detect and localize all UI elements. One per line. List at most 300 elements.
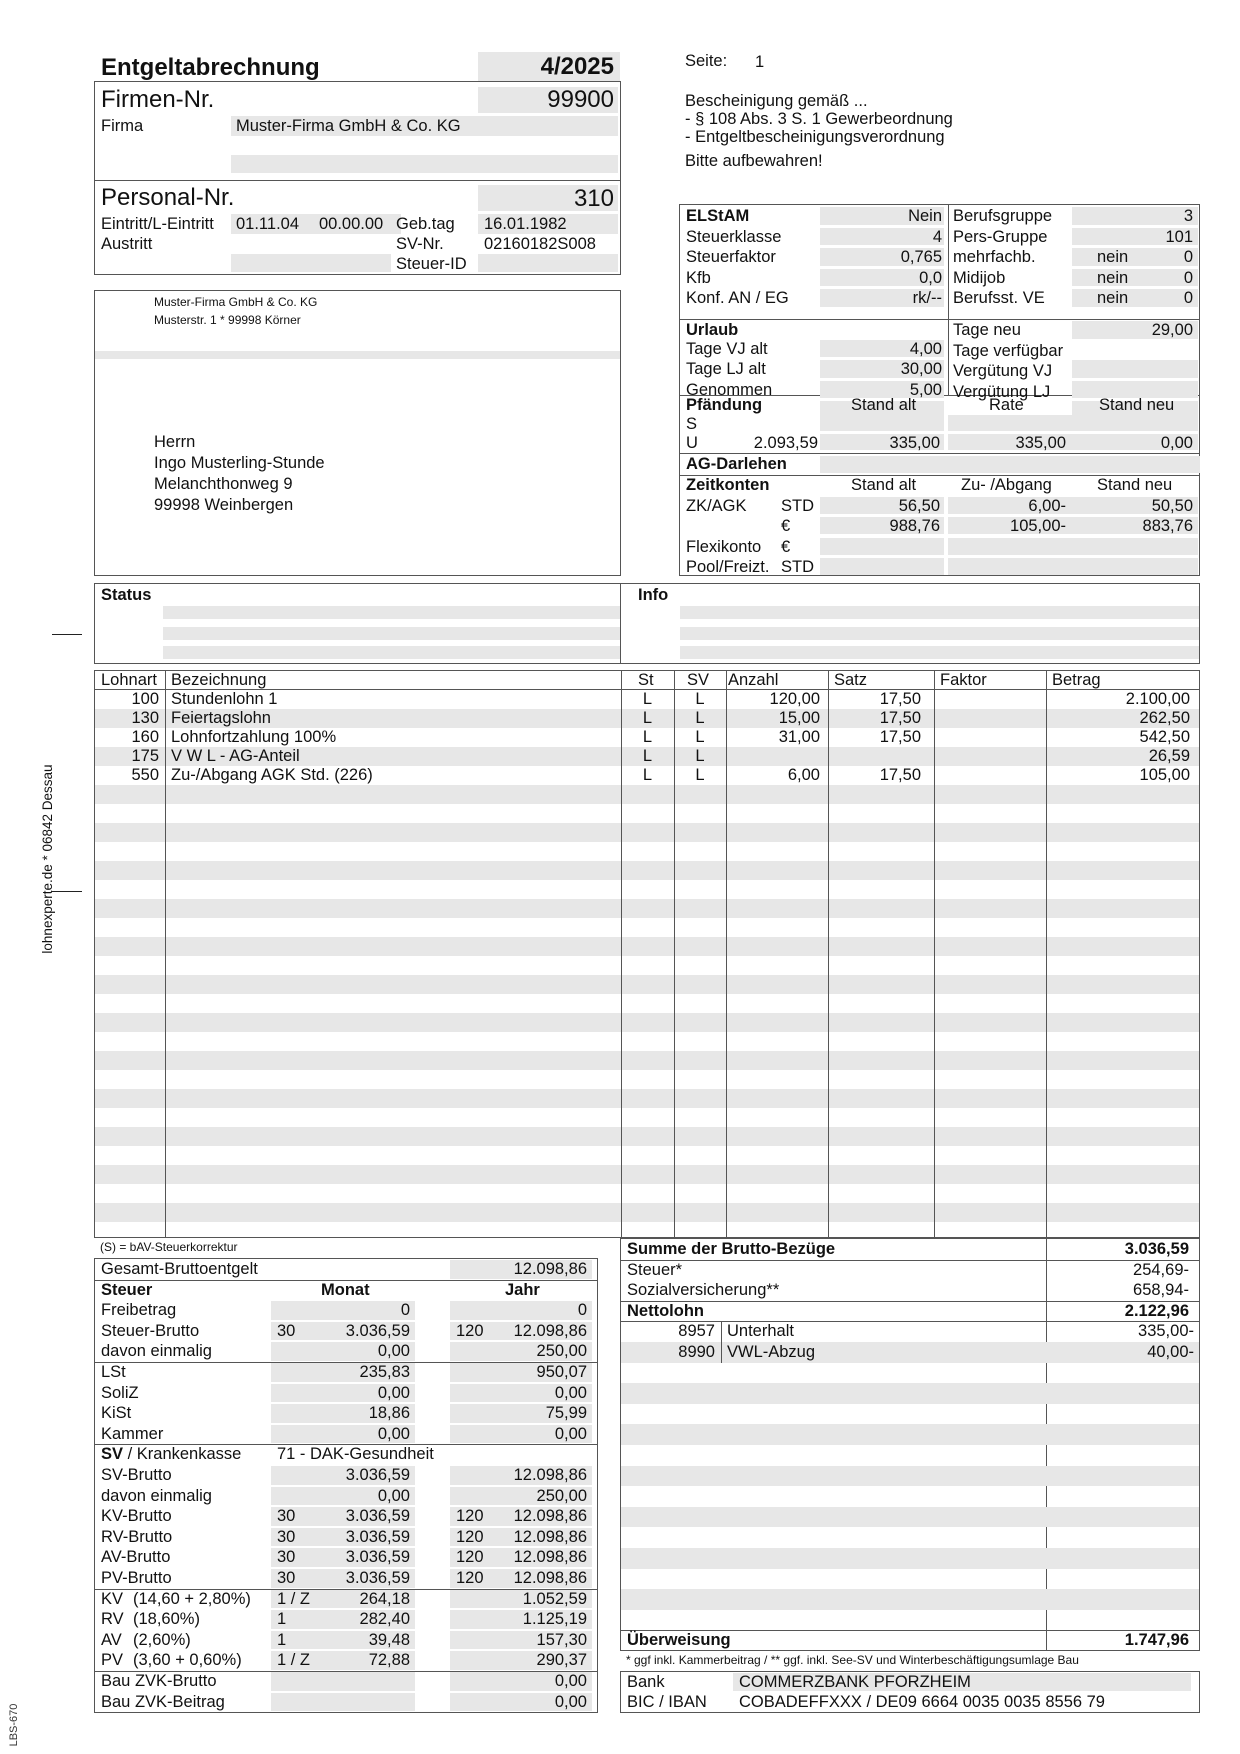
contrib-year-value: 157,30 bbox=[536, 1630, 587, 1649]
sv-row-month-days: 30 bbox=[277, 1507, 296, 1526]
wage-qty: 6,00 bbox=[787, 766, 820, 784]
sender-line-1: Muster-Firma GmbH & Co. KG bbox=[154, 295, 318, 309]
period: 4/2025 bbox=[540, 53, 614, 80]
wage-amount: 2.100,00 bbox=[1125, 690, 1190, 708]
sv-row-label: davon einmalig bbox=[101, 1486, 212, 1505]
shaded-field bbox=[948, 538, 1072, 555]
gross-total-label: Gesamt-Bruttoentgelt bbox=[101, 1260, 258, 1278]
contrib-month-value: 264,18 bbox=[359, 1589, 410, 1608]
bank-label: Bank bbox=[627, 1673, 665, 1691]
elstam-value: 0,0 bbox=[919, 268, 942, 287]
elstam-label-2: Pers-Gruppe bbox=[953, 227, 1048, 246]
sv-row-month-value: 3.036,59 bbox=[345, 1569, 410, 1587]
garnish-col-header: Rate bbox=[989, 396, 1024, 414]
wage-qty: 15,00 bbox=[778, 709, 820, 727]
contrib-percent: (2,60%) bbox=[133, 1630, 191, 1649]
keep-note: Bitte aufbewahren! bbox=[685, 152, 823, 170]
shaded-field bbox=[948, 558, 1072, 575]
entry-date: 01.11.04 bbox=[236, 215, 300, 233]
shaded-field bbox=[1072, 558, 1198, 575]
summary-label: Steuer* bbox=[627, 1260, 683, 1279]
shaded-field bbox=[271, 1301, 415, 1320]
document-title: Entgeltabrechnung bbox=[101, 54, 320, 81]
tax-row-label: KiSt bbox=[101, 1404, 132, 1423]
tax-row-year-value: 12.098,86 bbox=[513, 1321, 587, 1340]
shaded-field bbox=[271, 1672, 415, 1691]
timeacc-col-header: Stand alt bbox=[851, 476, 917, 494]
firm-name: Muster-Firma GmbH & Co. KG bbox=[236, 117, 461, 135]
wage-row bbox=[95, 709, 1199, 728]
tax-row-month-value: 235,83 bbox=[359, 1363, 410, 1381]
elstam-label: ELStAM bbox=[686, 207, 750, 225]
wage-rate: 17,50 bbox=[879, 690, 921, 708]
bic-iban: COBADEFFXXX / DE09 6664 0035 0035 8556 79 bbox=[739, 1693, 1105, 1711]
tax-row-label: SoliZ bbox=[101, 1383, 139, 1402]
contrib-label: RV bbox=[101, 1610, 124, 1629]
deduction-name: Unterhalt bbox=[727, 1322, 794, 1341]
row-stripe bbox=[95, 1051, 1199, 1070]
row-stripe bbox=[621, 1424, 1199, 1445]
shaded-field bbox=[1072, 207, 1198, 225]
wage-amount: 262,50 bbox=[1139, 709, 1190, 727]
contrib-percent: (18,60%) bbox=[133, 1610, 200, 1629]
notice-line: - § 108 Abs. 3 S. 1 Gewerbeordnung bbox=[685, 110, 953, 128]
row-stripe bbox=[95, 1165, 1199, 1184]
deduction-name: VWL-Abzug bbox=[727, 1343, 816, 1361]
vacation-label-2: Vergütung LJ bbox=[953, 382, 1051, 401]
timeacc-unit: STD bbox=[781, 558, 814, 576]
contrib-year-value: 290,37 bbox=[536, 1651, 587, 1670]
wage-name: V W L - AG-Anteil bbox=[171, 747, 300, 765]
rule bbox=[621, 1260, 1199, 1261]
sv-row-month-value: 3.036,59 bbox=[345, 1527, 410, 1546]
shaded-field bbox=[1072, 360, 1198, 378]
sender-line-2: Musterstr. 1 * 99998 Körner bbox=[154, 313, 301, 327]
timeacc-value: 50,50 bbox=[1151, 496, 1193, 515]
elstam-value: rk/-- bbox=[912, 289, 942, 307]
elstam-value-2: 0 bbox=[1183, 289, 1193, 307]
garnish-title: Pfändung bbox=[686, 396, 763, 414]
recipient-line: Melanchthonweg 9 bbox=[154, 475, 293, 493]
birth-date: 16.01.1982 bbox=[484, 215, 567, 233]
timeacc-unit: € bbox=[781, 517, 791, 535]
summary-value: 2.122,96 bbox=[1124, 1301, 1189, 1320]
elstam-value-2: 3 bbox=[1183, 207, 1193, 225]
tax-row-label: Freibetrag bbox=[101, 1301, 177, 1320]
tax-row-year-value: 0,00 bbox=[554, 1424, 587, 1443]
timeacc-unit: STD bbox=[781, 496, 814, 515]
deduction-code: 8957 bbox=[678, 1322, 715, 1341]
address-box bbox=[94, 290, 621, 576]
legal-notice bbox=[685, 92, 953, 146]
deduction-code: 8990 bbox=[678, 1343, 715, 1361]
shaded-field bbox=[1072, 289, 1198, 307]
contrib-month-value: 72,88 bbox=[368, 1651, 410, 1670]
vacation-label-2: Vergütung VJ bbox=[953, 362, 1053, 380]
wage-st: L bbox=[642, 766, 653, 784]
sv-row-label: AV-Brutto bbox=[101, 1548, 171, 1567]
firm-number: 99900 bbox=[547, 86, 614, 113]
timeacc-title: Zeitkonten bbox=[686, 476, 770, 494]
entry-label: Eintritt/L-Eintritt bbox=[101, 215, 214, 233]
wage-row bbox=[95, 690, 1199, 709]
wage-sv: L bbox=[695, 709, 705, 727]
shaded-field bbox=[1072, 248, 1198, 266]
timeacc-value: 6,00- bbox=[1028, 496, 1066, 515]
sv-row-year-value: 250,00 bbox=[536, 1486, 587, 1505]
row-stripe bbox=[621, 1466, 1199, 1487]
row-stripe bbox=[621, 1383, 1199, 1404]
wage-st: L bbox=[642, 747, 653, 765]
bank-name: COMMERZBANK PFORZHEIM bbox=[739, 1673, 971, 1691]
shaded-field bbox=[820, 456, 1200, 473]
tax-row-label: Steuer-Brutto bbox=[101, 1321, 200, 1340]
elstam-value: Nein bbox=[908, 207, 942, 225]
tax-row-month-value: 18,86 bbox=[368, 1404, 410, 1423]
wage-name: Feiertagslohn bbox=[171, 709, 271, 727]
fold-mark bbox=[52, 634, 82, 635]
recipient-line: Herrn bbox=[154, 433, 196, 451]
sv-row-month-value: 3.036,59 bbox=[345, 1548, 410, 1567]
sv-title-strong: SV bbox=[101, 1445, 124, 1464]
bav-note: (S) = bAV-Steuerkorrektur bbox=[100, 1240, 238, 1254]
publisher-vertical-text: lohnexperte.de * 06842 Dessau bbox=[40, 764, 55, 954]
notice-line: - Entgeltbescheinigungsverordnung bbox=[685, 128, 945, 146]
recipient-line: Ingo Musterling-Stunde bbox=[154, 454, 325, 472]
tax-title: Steuer bbox=[101, 1280, 153, 1299]
col-header-satz: Satz bbox=[834, 671, 868, 689]
personnel-number-label: Personal-Nr. bbox=[101, 184, 235, 211]
tax-row-month-value: 0,00 bbox=[377, 1342, 410, 1361]
sv-row-month-value: 0,00 bbox=[377, 1486, 410, 1505]
sv-row-label: PV-Brutto bbox=[101, 1569, 172, 1587]
tax-row-month-value: 0 bbox=[400, 1301, 410, 1320]
shaded-field bbox=[948, 415, 1072, 431]
period-field bbox=[478, 52, 620, 81]
bau-value: 0,00 bbox=[554, 1692, 587, 1711]
wage-row bbox=[95, 728, 1199, 747]
garnish-value: 0,00 bbox=[1160, 434, 1193, 452]
contrib-month-flag: 1 bbox=[277, 1630, 287, 1649]
wage-code: 175 bbox=[131, 747, 159, 765]
wage-st: L bbox=[642, 728, 653, 746]
tax-row-year-value: 0,00 bbox=[554, 1383, 587, 1402]
elstam-label-2: mehrfachb. bbox=[953, 248, 1036, 266]
contrib-month-flag: 1 bbox=[277, 1610, 287, 1629]
row-stripe bbox=[95, 975, 1199, 994]
contrib-percent: (3,60 + 0,60%) bbox=[133, 1651, 242, 1670]
sv-title bbox=[101, 1444, 241, 1464]
sv-number-label: SV-Nr. bbox=[396, 235, 444, 253]
bau-label: Bau ZVK-Beitrag bbox=[101, 1692, 225, 1711]
wage-name: Stundenlohn 1 bbox=[171, 690, 278, 708]
sv-row-year-value: 12.098,86 bbox=[513, 1507, 587, 1526]
elstam-label-2: Berufsst. VE bbox=[953, 289, 1045, 307]
elstam-flag: nein bbox=[1097, 268, 1129, 287]
row-stripe bbox=[95, 899, 1199, 918]
bic-iban-label: BIC / IBAN bbox=[627, 1693, 707, 1711]
tax-row-year-days: 120 bbox=[456, 1321, 484, 1340]
row-stripe bbox=[95, 1089, 1199, 1108]
firm-box bbox=[94, 81, 621, 181]
contrib-label: AV bbox=[101, 1630, 122, 1649]
col-header-st: St bbox=[638, 671, 654, 689]
tax-row-label: davon einmalig bbox=[101, 1342, 212, 1361]
garnish-value: 335,00 bbox=[889, 434, 940, 452]
timeacc-label: ZK/AGK bbox=[686, 496, 747, 515]
timeacc-value: 988,76 bbox=[889, 517, 940, 535]
sv-row-year-value: 12.098,86 bbox=[513, 1548, 587, 1567]
wage-qty: 120,00 bbox=[769, 690, 820, 708]
personnel-number: 310 bbox=[573, 185, 614, 212]
row-stripe bbox=[95, 823, 1199, 842]
wage-table bbox=[94, 670, 1200, 1238]
contrib-year-value: 1.052,59 bbox=[522, 1589, 587, 1608]
wage-code: 100 bbox=[131, 690, 159, 708]
tax-row-label: LSt bbox=[101, 1363, 126, 1381]
firm-name-label: Firma bbox=[101, 117, 144, 135]
wage-code: 160 bbox=[131, 728, 159, 746]
sv-row-label: RV-Brutto bbox=[101, 1527, 173, 1546]
bau-value: 0,00 bbox=[554, 1672, 587, 1690]
status-label: Status bbox=[101, 586, 152, 604]
timeacc-label: Flexikonto bbox=[686, 537, 762, 556]
sv-row-month-days: 30 bbox=[277, 1527, 296, 1546]
sv-row-month-days: 30 bbox=[277, 1569, 296, 1587]
garnish-value: 335,00 bbox=[1015, 434, 1066, 452]
sv-row-year-value: 12.098,86 bbox=[513, 1569, 587, 1587]
row-stripe bbox=[621, 1548, 1199, 1569]
contrib-month-value: 39,48 bbox=[368, 1630, 410, 1649]
wage-amount: 542,50 bbox=[1139, 728, 1190, 746]
vacation-label: Tage LJ alt bbox=[686, 360, 766, 378]
bank-box bbox=[620, 1671, 1200, 1713]
sv-row-year-value: 12.098,86 bbox=[513, 1466, 587, 1484]
tax-id-label: Steuer-ID bbox=[396, 255, 467, 273]
entry-l-date: 00.00.00 bbox=[319, 215, 384, 233]
summary-value: 3.036,59 bbox=[1124, 1240, 1189, 1258]
summary-label: Summe der Brutto-Bezüge bbox=[627, 1240, 836, 1258]
shaded-field bbox=[820, 558, 944, 575]
contrib-month-flag: 1 / Z bbox=[277, 1651, 311, 1670]
tax-row-year-value: 0 bbox=[577, 1301, 587, 1320]
form-code: LBS-670 bbox=[8, 1703, 20, 1747]
wage-sv: L bbox=[695, 728, 705, 746]
elstam-value: 4 bbox=[932, 227, 942, 246]
gross-total-value: 12.098,86 bbox=[513, 1260, 587, 1278]
vacation-value: 4,00 bbox=[909, 339, 942, 358]
sv-number: 02160182S008 bbox=[484, 235, 596, 253]
row-stripe bbox=[621, 1589, 1199, 1610]
info-label: Info bbox=[638, 586, 669, 604]
notice-line: Bescheinigung gemäß ... bbox=[685, 92, 868, 110]
vacation-title: Urlaub bbox=[686, 321, 739, 339]
col-header-sv: SV bbox=[687, 671, 710, 689]
tax-row-month-value: 3.036,59 bbox=[345, 1321, 410, 1340]
birth-label: Geb.tag bbox=[396, 215, 455, 233]
garnish-value: 2.093,59 bbox=[753, 434, 818, 452]
col-header-anzahl: Anzahl bbox=[728, 671, 779, 689]
tax-row-month-value: 0,00 bbox=[377, 1383, 410, 1402]
shaded-field bbox=[1072, 269, 1198, 287]
elstam-flag: nein bbox=[1097, 248, 1129, 266]
timeacc-label: Pool/Freizt. bbox=[686, 558, 770, 576]
shaded-field bbox=[271, 1693, 415, 1712]
elstam-flag: nein bbox=[1097, 289, 1129, 307]
wage-rate: 17,50 bbox=[879, 766, 921, 784]
contrib-month-flag: 1 / Z bbox=[277, 1589, 311, 1608]
wage-sv: L bbox=[695, 747, 705, 765]
sv-title-sub: / Krankenkasse bbox=[123, 1445, 242, 1464]
summary-value: 254,69- bbox=[1133, 1260, 1189, 1279]
garnish-col-header: Stand neu bbox=[1099, 396, 1175, 414]
year-header: Jahr bbox=[505, 1280, 540, 1299]
page-number: 1 bbox=[755, 53, 765, 71]
deduction-value: 40,00- bbox=[1147, 1343, 1194, 1361]
row-stripe bbox=[95, 1203, 1199, 1222]
wage-rate: 17,50 bbox=[879, 709, 921, 727]
row-stripe bbox=[95, 937, 1199, 956]
wage-table-header bbox=[95, 671, 1199, 689]
elstam-label-2: Midijob bbox=[953, 268, 1006, 287]
timeacc-value: 105,00- bbox=[1010, 517, 1066, 535]
footnote: * ggf inkl. Kammerbeitrag / ** ggf. inkl. See-SV und Winterbeschäftigungsumlage Bau bbox=[626, 1653, 1079, 1667]
shaded-field bbox=[1072, 538, 1198, 555]
tax-row-year-value: 250,00 bbox=[536, 1342, 587, 1361]
recipient-line: 99998 Weinbergen bbox=[154, 496, 294, 514]
sv-row-label: KV-Brutto bbox=[101, 1507, 172, 1526]
wage-st: L bbox=[642, 690, 653, 708]
vacation-label-2: Tage verfügbar bbox=[953, 341, 1064, 360]
garnish-col-header: Stand alt bbox=[851, 396, 917, 414]
wage-amount: 26,59 bbox=[1148, 747, 1190, 765]
info-box bbox=[620, 583, 1200, 664]
tax-row-year-value: 950,07 bbox=[536, 1363, 587, 1381]
elstam-label-2: Berufsgruppe bbox=[953, 207, 1053, 225]
loan-title: AG-Darlehen bbox=[686, 455, 787, 473]
wage-amount: 105,00 bbox=[1139, 766, 1190, 784]
row-stripe bbox=[95, 1127, 1199, 1146]
timeacc-value: 56,50 bbox=[898, 496, 940, 515]
shaded-field bbox=[820, 415, 944, 431]
elstam-value-2: 0 bbox=[1183, 248, 1193, 266]
row-stripe bbox=[621, 1507, 1199, 1528]
col-header-betrag: Betrag bbox=[1052, 671, 1101, 689]
status-box bbox=[94, 583, 621, 664]
elstam-label: Konf. AN / EG bbox=[686, 289, 789, 307]
deduction-divider bbox=[721, 1321, 722, 1362]
transfer-value: 1.747,96 bbox=[1124, 1631, 1189, 1650]
deduction-value: 335,00- bbox=[1138, 1322, 1194, 1341]
exit-label: Austritt bbox=[101, 235, 153, 253]
garnish-row-label: S bbox=[686, 415, 698, 433]
elstam-label: Steuerfaktor bbox=[686, 248, 776, 266]
rule bbox=[621, 1301, 1199, 1302]
wage-row bbox=[95, 747, 1199, 766]
bau-label: Bau ZVK-Brutto bbox=[101, 1672, 217, 1690]
contrib-year-value: 1.125,19 bbox=[522, 1610, 587, 1629]
sv-row-year-days: 120 bbox=[456, 1548, 484, 1567]
firm-number-label: Firmen-Nr. bbox=[101, 86, 215, 113]
elstam-label: Kfb bbox=[686, 268, 711, 287]
col-header-lohnart: Lohnart bbox=[101, 671, 157, 689]
timeacc-col-header: Zu- /Abgang bbox=[961, 476, 1052, 494]
wage-qty: 31,00 bbox=[778, 728, 820, 746]
timeacc-col-header: Stand neu bbox=[1097, 476, 1173, 494]
sv-row-label: SV-Brutto bbox=[101, 1466, 172, 1484]
summary-value: 658,94- bbox=[1133, 1281, 1189, 1300]
tax-row-label: Kammer bbox=[101, 1424, 164, 1443]
col-header-faktor: Faktor bbox=[940, 671, 987, 689]
wage-row bbox=[95, 766, 1199, 785]
sv-row-year-days: 120 bbox=[456, 1527, 484, 1546]
shaded-field bbox=[450, 1301, 592, 1320]
wage-sv: L bbox=[695, 766, 705, 784]
wage-rate: 17,50 bbox=[879, 728, 921, 746]
vacation-value-2: 29,00 bbox=[1151, 321, 1193, 339]
tax-panel bbox=[94, 1258, 598, 1713]
vacation-label: Genommen bbox=[686, 380, 773, 399]
wage-name: Lohnfortzahlung 100% bbox=[171, 728, 337, 746]
sv-insurer: 71 - DAK-Gesundheit bbox=[277, 1445, 434, 1464]
wage-st: L bbox=[642, 709, 653, 727]
elstam-value: 0,765 bbox=[900, 248, 942, 266]
transfer-label: Überweisung bbox=[627, 1631, 731, 1650]
sv-row-month-value: 3.036,59 bbox=[345, 1507, 410, 1526]
recipient-address bbox=[154, 432, 325, 516]
sv-row-month-days: 30 bbox=[277, 1548, 296, 1567]
row-stripe bbox=[95, 1013, 1199, 1032]
col-header-bezeichnung: Bezeichnung bbox=[171, 671, 267, 689]
elstam-value-2: 0 bbox=[1183, 268, 1193, 287]
sv-row-year-days: 120 bbox=[456, 1507, 484, 1526]
timeacc-value: 883,76 bbox=[1142, 517, 1193, 535]
page-label: Seite: bbox=[685, 52, 728, 70]
wage-sv: L bbox=[695, 690, 705, 708]
summary-label: Nettolohn bbox=[627, 1301, 704, 1320]
summary-label: Sozialversicherung** bbox=[627, 1281, 780, 1300]
vacation-value: 30,00 bbox=[900, 360, 942, 378]
shaded-field bbox=[820, 538, 944, 555]
timeacc-unit: € bbox=[781, 537, 791, 556]
row-stripe bbox=[95, 861, 1199, 880]
personnel-box bbox=[94, 180, 621, 275]
elstam-panel bbox=[679, 204, 1200, 576]
month-header: Monat bbox=[321, 1280, 370, 1299]
wage-name: Zu-/Abgang AGK Std. (226) bbox=[171, 766, 373, 784]
tax-row-month-days: 30 bbox=[277, 1321, 296, 1340]
sv-row-month-value: 3.036,59 bbox=[345, 1466, 410, 1484]
contrib-month-value: 282,40 bbox=[359, 1610, 410, 1629]
sv-row-year-days: 120 bbox=[456, 1569, 484, 1587]
elstam-value-2: 101 bbox=[1165, 227, 1193, 246]
contrib-percent: (14,60 + 2,80%) bbox=[133, 1589, 251, 1608]
summary-panel bbox=[620, 1238, 1200, 1651]
row-stripe bbox=[95, 785, 1199, 804]
vacation-label: Tage VJ alt bbox=[686, 339, 768, 358]
shaded-field bbox=[820, 228, 944, 246]
contrib-label: KV bbox=[101, 1589, 124, 1608]
vacation-label-2: Tage neu bbox=[953, 321, 1021, 339]
tax-row-month-value: 0,00 bbox=[377, 1424, 410, 1443]
shaded-field bbox=[1072, 415, 1198, 431]
garnish-row-label: U bbox=[686, 434, 698, 452]
elstam-label: Steuerklasse bbox=[686, 227, 782, 246]
tax-row-year-value: 75,99 bbox=[545, 1404, 587, 1423]
contrib-label: PV bbox=[101, 1651, 124, 1670]
wage-code: 550 bbox=[131, 766, 159, 784]
wage-code: 130 bbox=[131, 709, 159, 727]
